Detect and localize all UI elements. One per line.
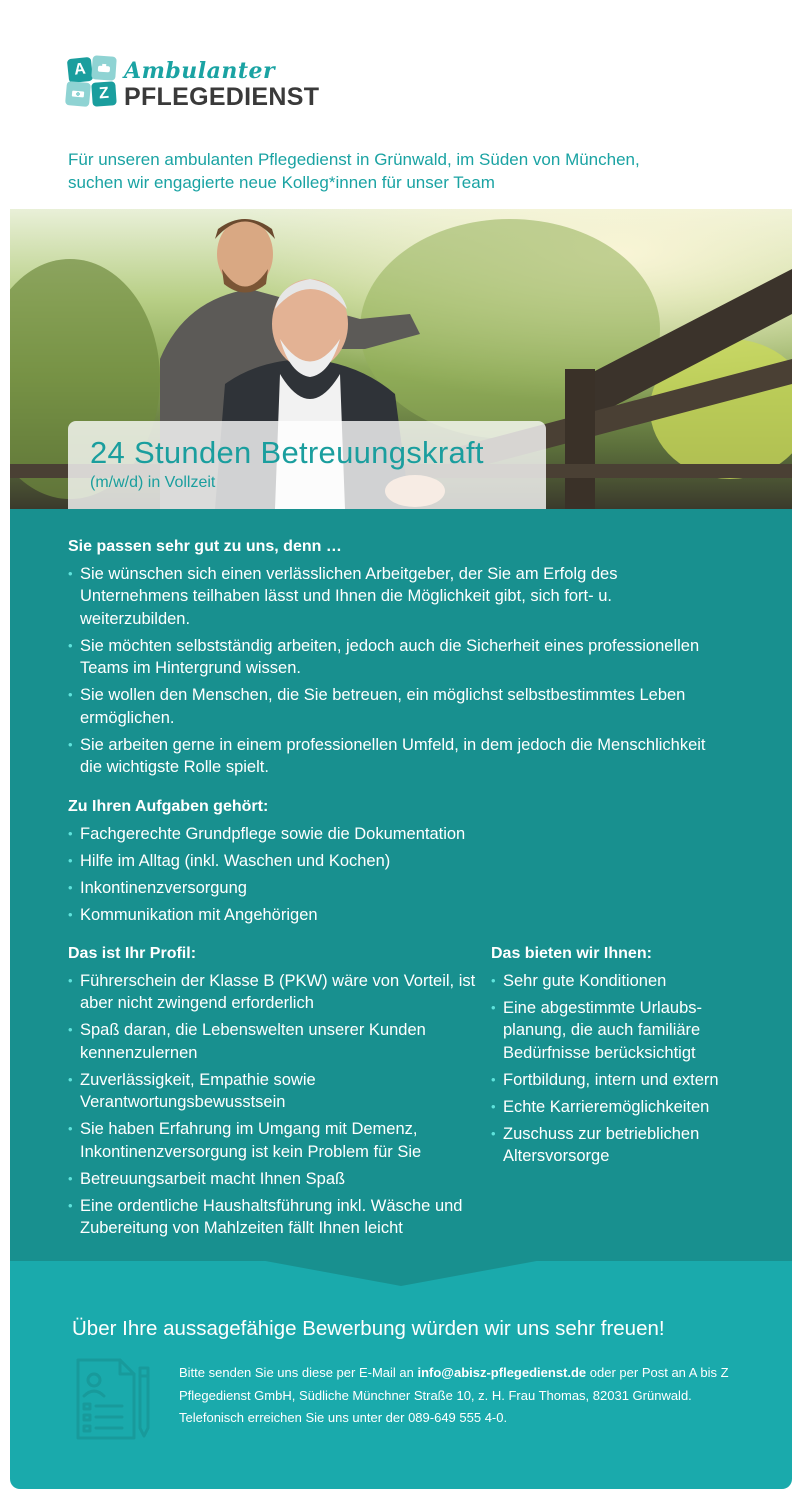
intro-text bbox=[68, 148, 748, 194]
list-item: • Fachgerechte Grundpflege sowie die Dokumentation bbox=[68, 823, 708, 846]
offer-list bbox=[491, 970, 756, 1168]
tasks-list bbox=[68, 823, 708, 927]
list-item: • Führerschein der Klasse B (PKW) wäre von Vorteil, ist aber nicht zwingend erforderlich bbox=[68, 970, 478, 1015]
intro-line-1: Für unseren ambulanten Pflegedienst in Grünwald, im Süden von München, bbox=[68, 150, 640, 169]
profile-section bbox=[68, 943, 478, 1240]
application-document-icon bbox=[74, 1358, 156, 1440]
contact-email-link[interactable]: info@abisz-pflegedienst.de bbox=[417, 1365, 587, 1380]
fit-heading: Sie passen sehr gut zu uns, denn … bbox=[68, 538, 342, 555]
list-item: • Sie arbeiten gerne in einem professionellen Umfeld, in dem jedoch die Menschlichkeit die wichtigste Rolle spielt. bbox=[68, 734, 708, 779]
logo-block-z: Z bbox=[91, 81, 117, 107]
list-item: • Sie wollen den Menschen, die Sie betreuen, ein möglichst selbstbestimmtes Leben ermöglichen. bbox=[68, 684, 708, 729]
logo-blocks-icon bbox=[66, 56, 118, 108]
list-item: • Eine abgestimmte Urlaubs-planung, die auch familiäre Bedürfnisse berücksichtigt bbox=[491, 997, 756, 1065]
list-item: • Zuschuss zur betrieblichen Altersvorsorge bbox=[491, 1123, 756, 1168]
list-item: • Kommunikation mit Angehörigen bbox=[68, 904, 708, 927]
contact-address-text: oder per Post an A bis Z Pflegedienst GmbH, Südliche Münchner Straße 10, z. H. Frau Thomas, 82031 Grünwald. Telefonisch erreichen Sie uns unter der 089-649 555 4-0. bbox=[179, 1365, 729, 1425]
closing-statement: Über Ihre aussagefähige Bewerbung würden wir uns sehr freuen! bbox=[72, 1317, 665, 1340]
offer-heading: Das bieten wir Ihnen: bbox=[491, 945, 652, 962]
list-item: • Sie wünschen sich einen verlässlichen Arbeitgeber, der Sie am Erfolg des Unternehmens teilhaben lässt und Ihnen die Möglichkeit gibt, sich fort- u. weiterzubilden. bbox=[68, 563, 708, 631]
job-title: 24 Stunden Betreuungskraft bbox=[90, 435, 484, 470]
list-item: • Echte Karrieremöglichkeiten bbox=[491, 1096, 756, 1119]
list-item: • Sehr gute Konditionen bbox=[491, 970, 756, 993]
list-item: • Spaß daran, die Lebenswelten unserer Kunden kennenzulernen bbox=[68, 1019, 478, 1064]
company-logo bbox=[66, 56, 326, 111]
logo-script-text: Ambulanter bbox=[124, 58, 276, 84]
intro-line-2: suchen wir engagierte neue Kolleg*innen für unser Team bbox=[68, 173, 495, 192]
list-item: • Hilfe im Alltag (inkl. Waschen und Kochen) bbox=[68, 850, 708, 873]
profile-heading: Das ist Ihr Profil: bbox=[68, 945, 197, 962]
list-item: • Inkontinenzversorgung bbox=[68, 877, 708, 900]
job-title-box bbox=[68, 421, 546, 509]
list-item: • Zuverlässigkeit, Empathie sowie Verantwortungsbewusstsein bbox=[68, 1069, 478, 1114]
logo-block-a: A bbox=[67, 57, 93, 83]
tasks-heading: Zu Ihren Aufgaben gehört: bbox=[68, 798, 269, 815]
tasks-section bbox=[68, 796, 708, 926]
fit-section bbox=[68, 536, 708, 779]
list-item: • Sie möchten selbstständig arbeiten, jedoch auch die Sicherheit eines professionellen Teams im Hintergrund wissen. bbox=[68, 635, 708, 680]
section-arrow-divider bbox=[10, 1260, 792, 1290]
fit-list bbox=[68, 563, 708, 779]
contact-info bbox=[179, 1362, 739, 1430]
list-item: • Betreuungsarbeit macht Ihnen Spaß bbox=[68, 1168, 478, 1191]
logo-wordmark: PFLEGEDIENST bbox=[124, 83, 320, 111]
offer-section bbox=[491, 943, 756, 1168]
list-item: • Fortbildung, intern und extern bbox=[491, 1069, 756, 1092]
list-item: • Sie haben Erfahrung im Umgang mit Demenz, Inkontinenzversorgung ist kein Problem für Sie bbox=[68, 1118, 478, 1163]
logo-block-cross bbox=[65, 81, 91, 107]
contact-intro-text: Bitte senden Sie uns diese per E-Mail an bbox=[179, 1365, 418, 1380]
logo-block-cap bbox=[91, 55, 117, 81]
job-subtitle: (m/w/d) in Vollzeit bbox=[90, 474, 216, 491]
profile-list bbox=[68, 970, 478, 1240]
list-item: • Eine ordentliche Haushaltsführung inkl. Wäsche und Zubereitung von Mahlzeiten fällt Ihnen leicht bbox=[68, 1195, 478, 1240]
